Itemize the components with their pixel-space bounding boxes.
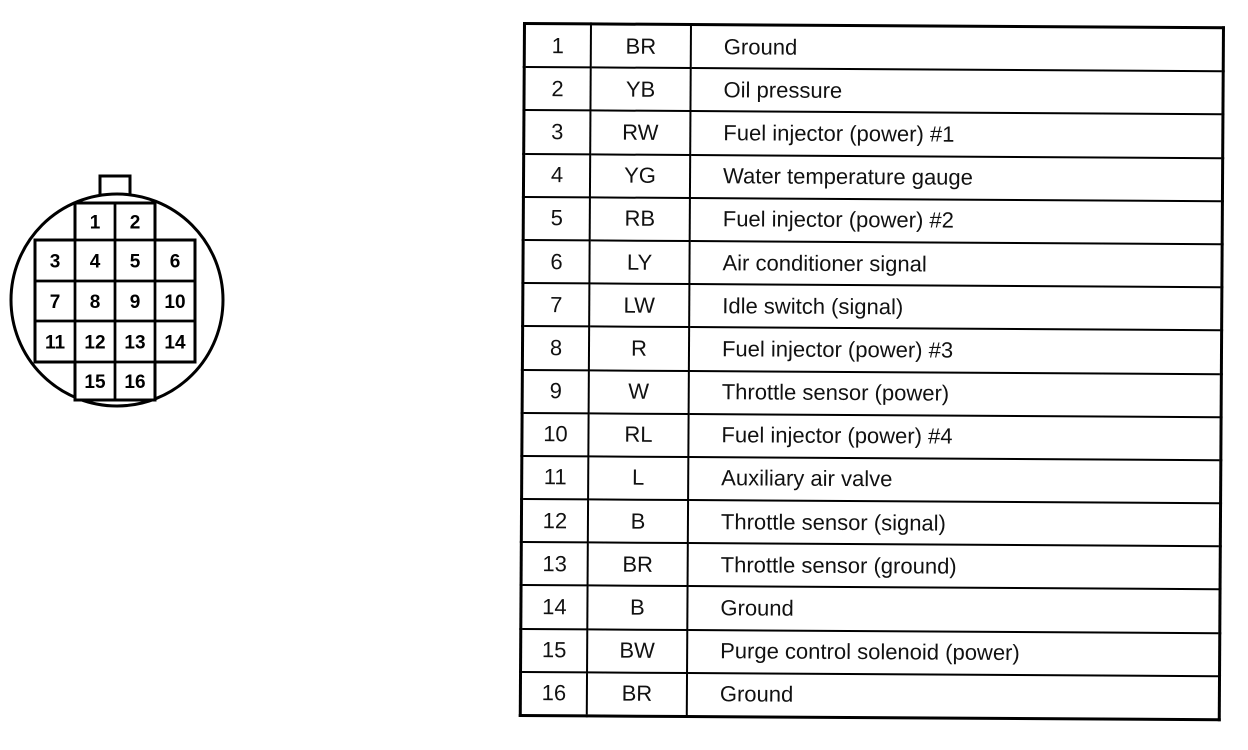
table-row	[524, 67, 1223, 114]
wire-color-cell: YG	[590, 154, 690, 198]
pin-number-label: 13	[124, 332, 146, 354]
function-cell: Air conditioner signal	[689, 241, 1222, 287]
pin-number-cell: 16	[520, 672, 587, 716]
pin-number-label: 5	[129, 251, 141, 273]
pin-number-cell: 11	[522, 456, 589, 500]
connector-diagram	[0, 0, 240, 430]
wire-color-cell: L	[588, 456, 688, 500]
pin-number-cell: 3	[524, 110, 591, 154]
function-cell: Fuel injector (power) #4	[688, 414, 1221, 460]
pin-number-cell: 13	[521, 542, 588, 586]
table-row	[523, 197, 1222, 244]
table-row	[522, 456, 1221, 503]
pin-number-cell: 5	[523, 197, 590, 241]
wire-color-cell: W	[589, 370, 689, 414]
pin-number-label: 2	[129, 212, 141, 234]
pin-number-label: 10	[164, 292, 186, 313]
table-row	[521, 629, 1220, 676]
wire-color-cell: BR	[588, 543, 688, 587]
pin-number-label: 14	[164, 332, 186, 354]
table-row	[521, 542, 1220, 589]
function-cell: Fuel injector (power) #2	[690, 198, 1223, 244]
pin-number-label: 15	[84, 372, 106, 393]
pin-number-cell: 4	[523, 154, 590, 198]
function-cell: Water temperature gauge	[690, 155, 1223, 201]
wire-color-cell: LY	[589, 240, 689, 284]
table-row	[524, 24, 1223, 72]
function-cell: Oil pressure	[690, 68, 1223, 114]
pin-number-label: 11	[44, 332, 66, 354]
pin-number-label: 7	[49, 292, 61, 313]
pin-number-cell: 12	[521, 499, 588, 543]
pin-number-label: 3	[49, 251, 61, 273]
pin-number-cell: 8	[522, 326, 589, 370]
pin-number-cell: 7	[523, 283, 590, 327]
wire-color-cell: YB	[590, 68, 690, 112]
table-row	[522, 370, 1221, 417]
wire-color-cell: BR	[591, 24, 691, 68]
pin-number-cell: 15	[521, 629, 588, 673]
table-row	[521, 499, 1220, 546]
pin-number-label: 6	[169, 251, 181, 273]
function-cell: Fuel injector (power) #3	[689, 327, 1222, 373]
pin-number-label: 4	[89, 251, 101, 273]
pin-number-cell: 9	[522, 370, 589, 414]
wire-color-cell: RW	[590, 111, 690, 155]
pin-number-label: 12	[84, 332, 106, 354]
wire-color-cell: RB	[590, 197, 690, 241]
pin-number-cell: 10	[522, 413, 589, 457]
wire-color-cell: BR	[587, 672, 687, 716]
function-cell: Idle switch (signal)	[689, 284, 1222, 330]
pin-number-cell: 14	[521, 585, 588, 629]
function-cell: Throttle sensor (ground)	[688, 543, 1221, 589]
pin-number-label: 1	[89, 212, 101, 234]
function-cell: Ground	[687, 673, 1220, 720]
wire-color-cell: B	[587, 586, 687, 630]
table-row	[521, 585, 1220, 632]
table-row	[523, 283, 1222, 330]
table-row	[522, 326, 1221, 373]
wire-color-cell: RL	[588, 413, 688, 457]
table-row	[524, 110, 1223, 157]
wire-color-cell: LW	[589, 284, 689, 328]
table-row	[522, 413, 1221, 460]
pin-number-label: 9	[129, 292, 141, 313]
function-cell: Throttle sensor (power)	[689, 371, 1222, 417]
function-cell: Throttle sensor (signal)	[688, 500, 1221, 546]
wire-color-cell: BW	[587, 629, 687, 673]
table-row	[523, 154, 1222, 201]
pin-number-label: 8	[89, 292, 101, 313]
table-row	[523, 240, 1222, 287]
pin-number-cell: 6	[523, 240, 590, 284]
function-cell: Purge control solenoid (power)	[687, 630, 1220, 676]
pin-number-label: 16	[124, 372, 146, 393]
pin-number-cell: 1	[524, 24, 591, 68]
function-cell: Auxiliary air valve	[688, 457, 1221, 503]
table-row	[520, 672, 1219, 720]
function-cell: Ground	[691, 25, 1224, 72]
wire-color-cell: R	[589, 327, 689, 371]
function-cell: Ground	[687, 586, 1220, 632]
function-cell: Fuel injector (power) #1	[690, 111, 1223, 157]
wire-color-cell: B	[588, 499, 688, 543]
pin-assignment-table	[519, 22, 1225, 721]
pin-number-cell: 2	[524, 67, 591, 111]
